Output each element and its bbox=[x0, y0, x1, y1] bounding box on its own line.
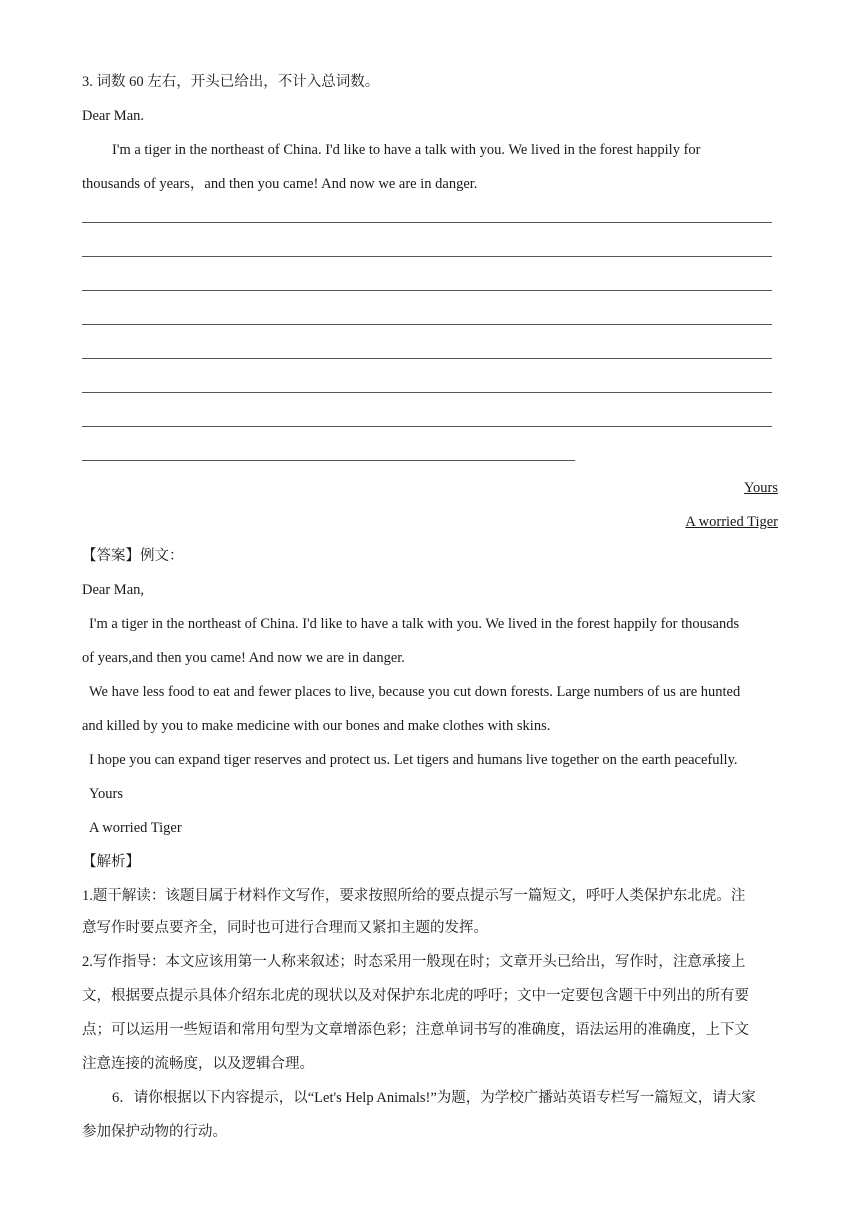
answer-signature: A worried Tiger bbox=[89, 820, 182, 836]
writing-line bbox=[82, 358, 772, 359]
answer-paragraph1-line1: I'm a tiger in the northeast of China. I'd like to have a talk with you. We lived in the forest happily for thousands bbox=[89, 616, 740, 632]
writing-line bbox=[82, 460, 575, 461]
answer-paragraph3: I hope you can expand tiger reserves and protect us. Let tigers and humans live together on the earth peacefully. bbox=[89, 752, 738, 768]
answer-closing: Yours bbox=[89, 786, 123, 802]
writing-line bbox=[82, 324, 772, 325]
question3-requirement: 3. 词数 60 左右，开头已给出，不计入总词数。 bbox=[82, 74, 380, 90]
question3-signature: A worried Tiger bbox=[685, 514, 778, 530]
writing-line bbox=[82, 392, 772, 393]
analysis-item2-line1: 2.写作指导：本文应该用第一人称来叙述；时态采用一般现在时；文章开头已给出，写作时，注意承接上 bbox=[82, 954, 746, 970]
writing-line bbox=[82, 222, 772, 223]
question6-line1: 6．请你根据以下内容提示，以“Let's Help Animals!”为题，为学校广播站英语专栏写一篇短文，请大家 bbox=[112, 1090, 756, 1106]
analysis-item1-line2: 意写作时要点要齐全，同时也可进行合理而又紧扣主题的发挥。 bbox=[82, 920, 488, 936]
question3-opening-line1: I'm a tiger in the northeast of China. I'd like to have a talk with you. We lived in the forest happily for bbox=[112, 142, 701, 158]
answer-paragraph2-line2: and killed by you to make medicine with our bones and make clothes with skins. bbox=[82, 718, 551, 734]
analysis-item2-line4: 注意连接的流畅度，以及逻辑合理。 bbox=[82, 1056, 314, 1072]
answer-paragraph2-line1: We have less food to eat and fewer places to live, because you cut down forests. Large numbers of us are hunted bbox=[89, 684, 741, 700]
analysis-item2-line2: 文，根据要点提示具体介绍东北虎的现状以及对保护东北虎的呼吁；文中一定要包含题干中列出的所有要 bbox=[82, 988, 749, 1004]
answer-greeting: Dear Man, bbox=[82, 582, 145, 598]
question3-closing: Yours bbox=[744, 480, 778, 496]
question3-opening-line2: thousands of years，and then you came! And now we are in danger. bbox=[82, 176, 478, 192]
answer-paragraph1-line2: of years,and then you came! And now we are in danger. bbox=[82, 650, 405, 666]
answer-heading: 【答案】例文： bbox=[82, 548, 184, 564]
writing-line bbox=[82, 290, 772, 291]
question3-greeting: Dear Man. bbox=[82, 108, 145, 124]
analysis-heading: 【解析】 bbox=[82, 854, 140, 870]
question6-line2: 参加保护动物的行动。 bbox=[82, 1124, 227, 1140]
writing-line bbox=[82, 256, 772, 257]
writing-line bbox=[82, 426, 772, 427]
analysis-item2-line3: 点；可以运用一些短语和常用句型为文章增添色彩；注意单词书写的准确度，语法运用的准确度，上下文 bbox=[82, 1022, 749, 1038]
analysis-item1-line1: 1.题干解读：该题目属于材料作文写作，要求按照所给的要点提示写一篇短文，呼吁人类保护东北虎。注 bbox=[82, 888, 746, 904]
